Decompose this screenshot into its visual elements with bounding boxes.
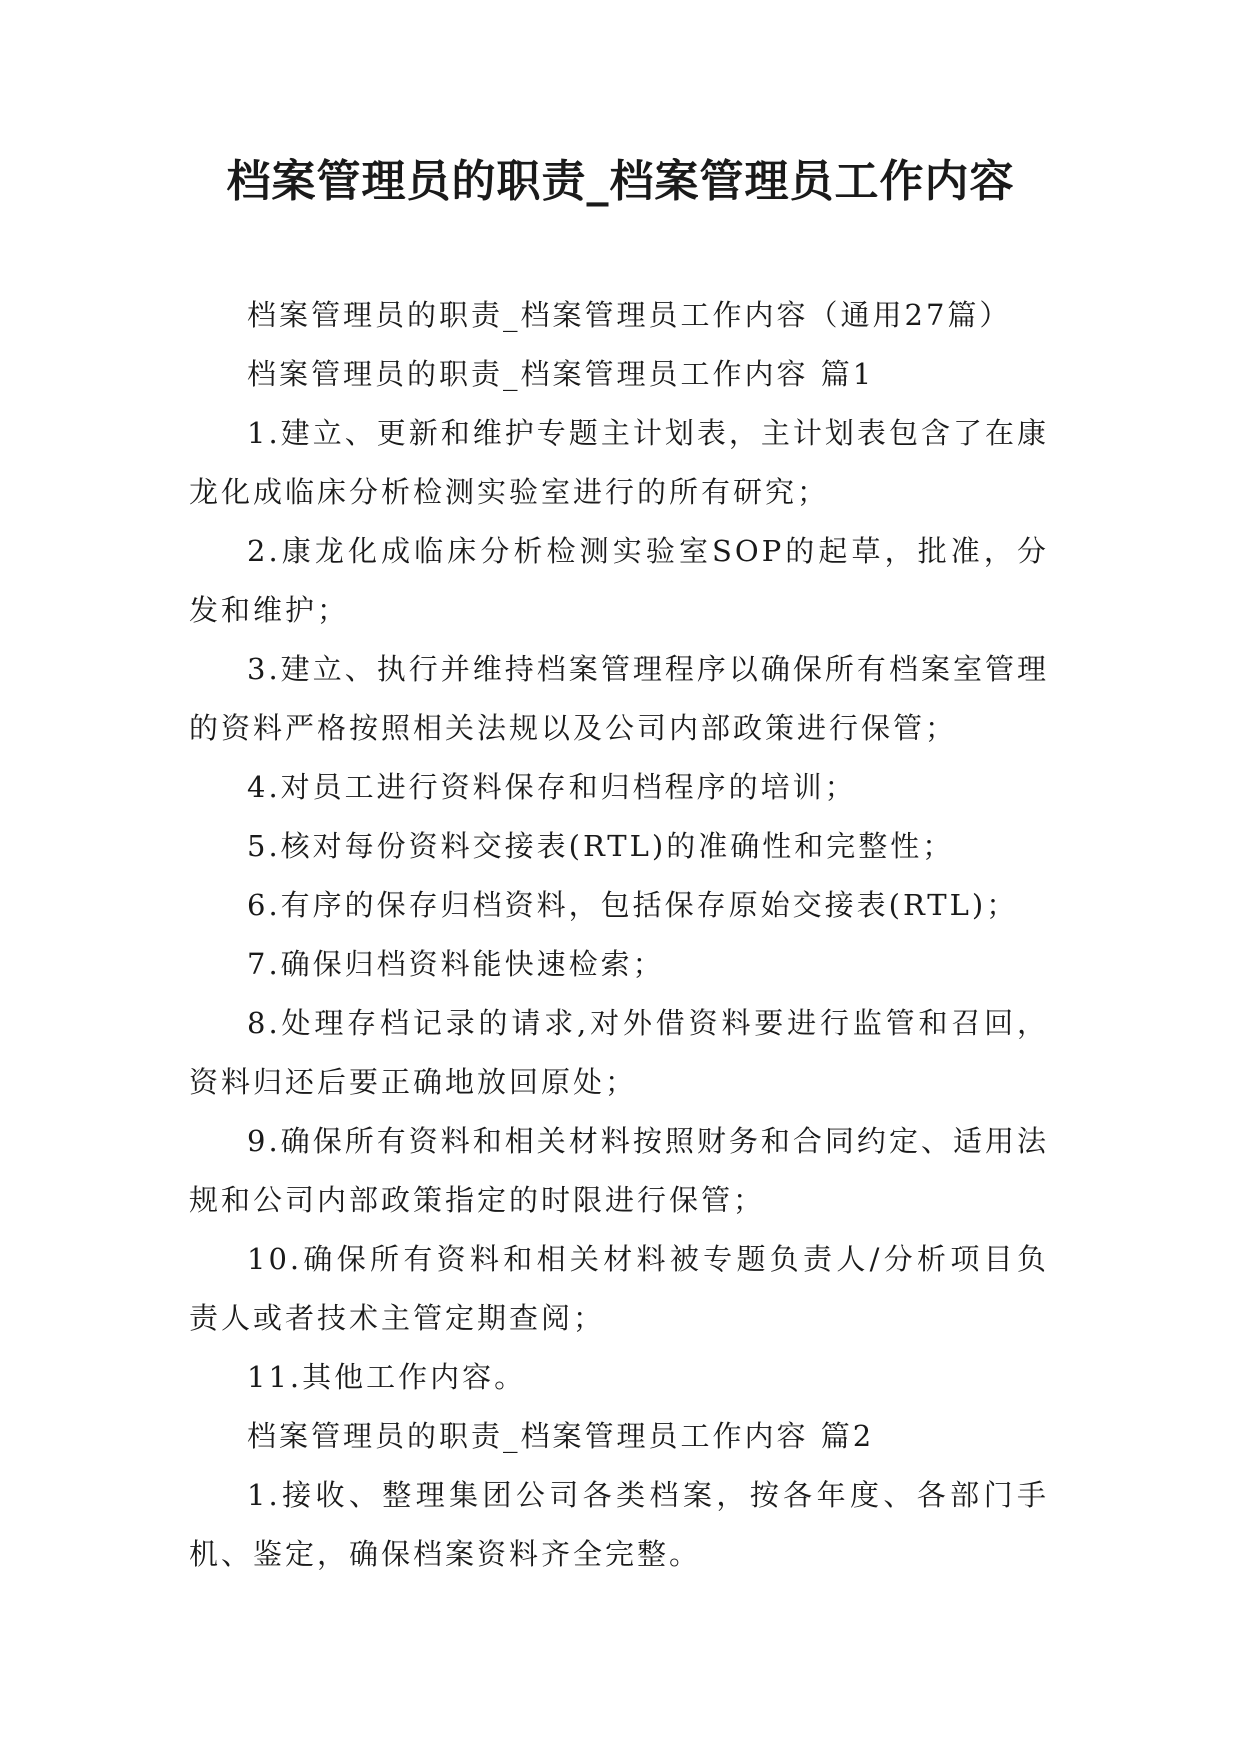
paragraph: 8.处理存档记录的请求,对外借资料要进行监管和召回，资料归还后要正确地放回原处； (189, 1006, 1049, 1099)
paragraph: 10.确保所有资料和相关材料被专题负责人/分析项目负责人或者技术主管定期查阅； (189, 1242, 1049, 1335)
document-body (189, 286, 1049, 1584)
section-heading-1: 档案管理员的职责_档案管理员工作内容 篇1 (247, 357, 875, 391)
paragraph: 11.其他工作内容。 (247, 1360, 527, 1394)
section-heading-2: 档案管理员的职责_档案管理员工作内容 篇2 (247, 1419, 875, 1453)
paragraph: 3.建立、执行并维持档案管理程序以确保所有档案室管理的资料严格按照相关法规以及公司内部政策进行保管； (189, 652, 1049, 745)
paragraph-subtitle: 档案管理员的职责_档案管理员工作内容（通用27篇） (247, 298, 1012, 332)
paragraph: 7.确保归档资料能快速检索； (247, 947, 665, 981)
paragraph: 9.确保所有资料和相关材料按照财务和合同约定、适用法规和公司内部政策指定的时限进行保管； (189, 1124, 1049, 1217)
paragraph: 6.有序的保存归档资料，包括保存原始交接表(RTL)； (247, 888, 1019, 922)
paragraph: 1.接收、整理集团公司各类档案，按各年度、各部门手机、鉴定，确保档案资料齐全完整。 (189, 1478, 1049, 1571)
paragraph: 5.核对每份资料交接表(RTL)的准确性和完整性； (247, 829, 955, 863)
paragraph: 2.康龙化成临床分析检测实验室SOP的起草，批准，分发和维护； (189, 534, 1049, 627)
paragraph: 1.建立、更新和维护专题主计划表，主计划表包含了在康龙化成临床分析检测实验室进行的所有研究； (189, 416, 1049, 509)
paragraph: 4.对员工进行资料保存和归档程序的培训； (247, 770, 857, 804)
document-title: 档案管理员的职责_档案管理员工作内容 (226, 156, 1015, 207)
